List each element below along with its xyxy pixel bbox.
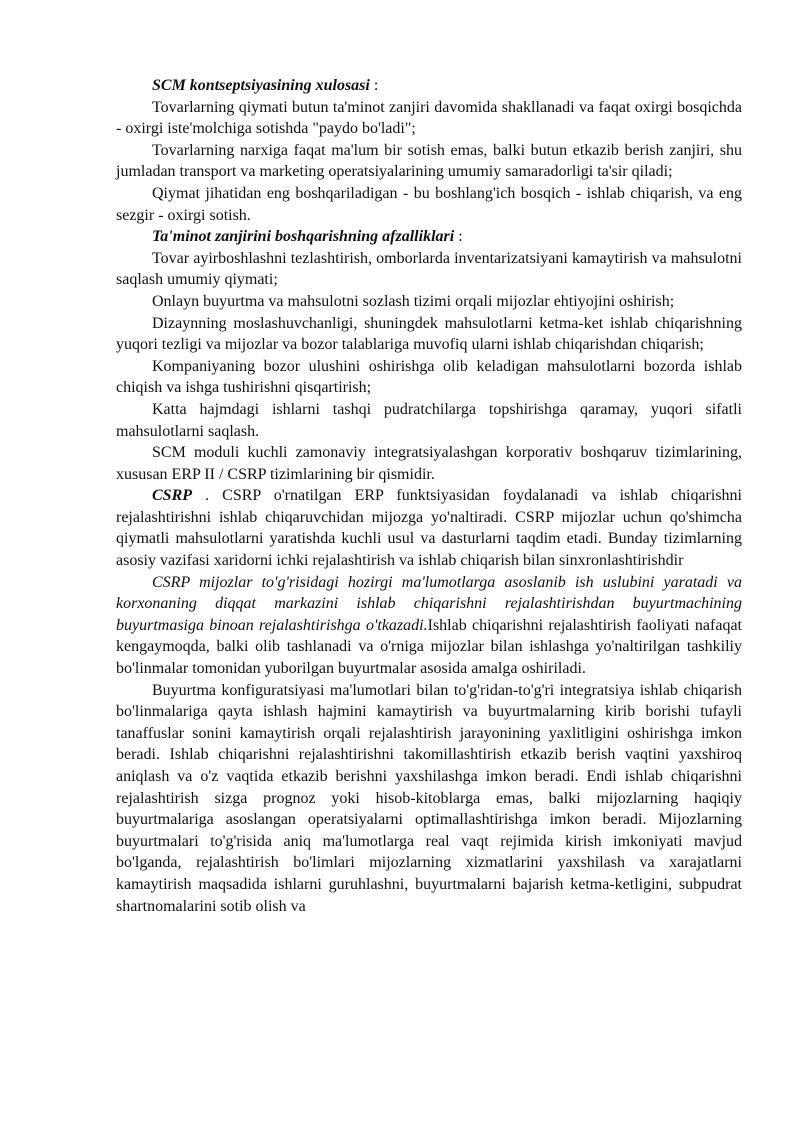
heading-title: SCM kontseptsiyasining xulosasi [152, 77, 370, 94]
paragraph-csrp-detail [116, 572, 742, 680]
heading-suffix: : [369, 77, 379, 94]
paragraph: Buyurtma konfiguratsiyasi ma'lumotlari bilan to'g'ridan-to'g'ri integratsiya ishlab chiqarish bo'linmalariga qayta ishlash hajmini kamaytirish va buyurtmalarning kirib borishi tufayli tanaffuslar sonini kamaytirish orqali rejalashtirish jarayonining yaxlitligini oshirishga imkon beradi. Ishlab chiqarishni rejalashtirishni takomillashtirish etkazib berish vaqtini yaxshiroq aniqlash va o'z vaqtida etkazib berishni yaxshilashga imkon beradi. Endi ishlab chiqarishni rejalashtirish sizga prognoz yoki hisob-kitoblarga emas, balki mijozlarning haqiqiy buyurtmalariga asoslangan operatsiyalarni optimallashtirishga imkon beradi. Mijozlarning buyurtmalari to'g'risida aniq ma'lumotlarga real vaqt rejimida kirish imkoniyati mavjud bo'lganda, rejalashtirish bo'limlari mijozlarning xizmatlarini yaxshilash va xarajatlarni kamaytirish maqsadida ishlarni guruhlashni, buyurtmalarni bajarish ketma-ketligini, subpudrat shartnomalarini sotib olish va [116, 681, 742, 915]
paragraph: Tovarlarning qiymati butun ta'minot zanjiri davomida shakllanadi va faqat oxirgi bosqichda - oxirgi iste'molchiga sotishda "paydo bo'ladi"; [116, 98, 742, 138]
paragraph: Dizaynning moslashuvchanligi, shuningdek mahsulotlarni ketma-ket ishlab chiqarishning yuqori tezligi va mijozlar va bozor talablariga muvofiq ularni ishlab chiqarishdan chiqarish; [116, 314, 742, 354]
paragraph: Qiymat jihatidan eng boshqariladigan - bu boshlang'ich bosqich - ishlab chiqarish, va eng sezgir - oxirgi sotish. [116, 184, 742, 224]
paragraph: SCM moduli kuchli zamonaviy integratsiyalashgan korporativ boshqaruv tizimlarining, xususan ERP II / CSRP tizimlarining bir qismidir. [116, 444, 742, 483]
section-heading-scm-conclusion [116, 75, 742, 97]
csrp-term: CSRP [152, 487, 193, 505]
paragraph: Kompaniyaning bozor ulushini oshirishga olib keladigan mahsulotlarni bozorda ishlab chiqish va ishga tushirishni qisqartirish; [116, 357, 742, 397]
section-heading-scm-advantages [116, 226, 742, 248]
heading-suffix: : [454, 228, 463, 246]
paragraph: Tovarlarning narxiga faqat ma'lum bir sotish emas, balki butun etkazib berish zanjiri, shu jumladan transport va marketing operatsiyalarining umumiy samaradorligi ta'sir qiladi; [116, 141, 742, 181]
paragraph: Katta hajmdagi ishlarni tashqi pudratchilarga topshirishga qaramay, yuqori sifatli mahsulotlarni saqlash. [116, 400, 742, 440]
italic-statement: CSRP mijozlar to'g'risidagi hozirgi ma'lumotlarga asoslanib ish uslubini yaratadi va korxonaning diqqat markazini ishlab chiqarishni rejalashtirishdan buyurtmachining buyurtmasiga binoan rejalashtirishga o'tkazadi. [116, 573, 742, 634]
heading-title: Ta'minot zanjirini boshqarishning afzalliklari [152, 228, 455, 246]
paragraph-csrp [116, 485, 742, 571]
csrp-text: . CSRP o'rnatilgan ERP funktsiyasidan foydalanadi va ishlab chiqarishni rejalashtirishni ishlab chiqaruvchidan mijozga yo'naltiradi. CSRP mijozlar uchun qo'shimcha qiymatli mahsulotlarni yaratishda kuchli usul va dasturlarni taqdim etadi. Bunday tizimlarning asosiy vazifasi xaridorni ichki rejalashtirish va ishlab chiqarish bilan sinxronlashtirishdir [116, 487, 742, 570]
paragraph-text: Ishlab chiqarishni rejalashtirish faoliyati nafaqat kengaymoqda, balki olib tashlanadi va o'rniga mijozlar bilan ishlashga yo'naltirilgan tashkiliy bo'linmalar tomonidan yuborilgan buyurtmalar asosida amalga oshiriladi. [116, 616, 742, 678]
paragraph: Onlayn buyurtma va mahsulotni sozlash tizimi orqali mijozlar ehtiyojini oshirish; [152, 292, 675, 310]
paragraph: Tovar ayirboshlashni tezlashtirish, omborlarda inventarizatsiyani kamaytirish va mahsulotni saqlash umumiy qiymati; [116, 249, 742, 289]
